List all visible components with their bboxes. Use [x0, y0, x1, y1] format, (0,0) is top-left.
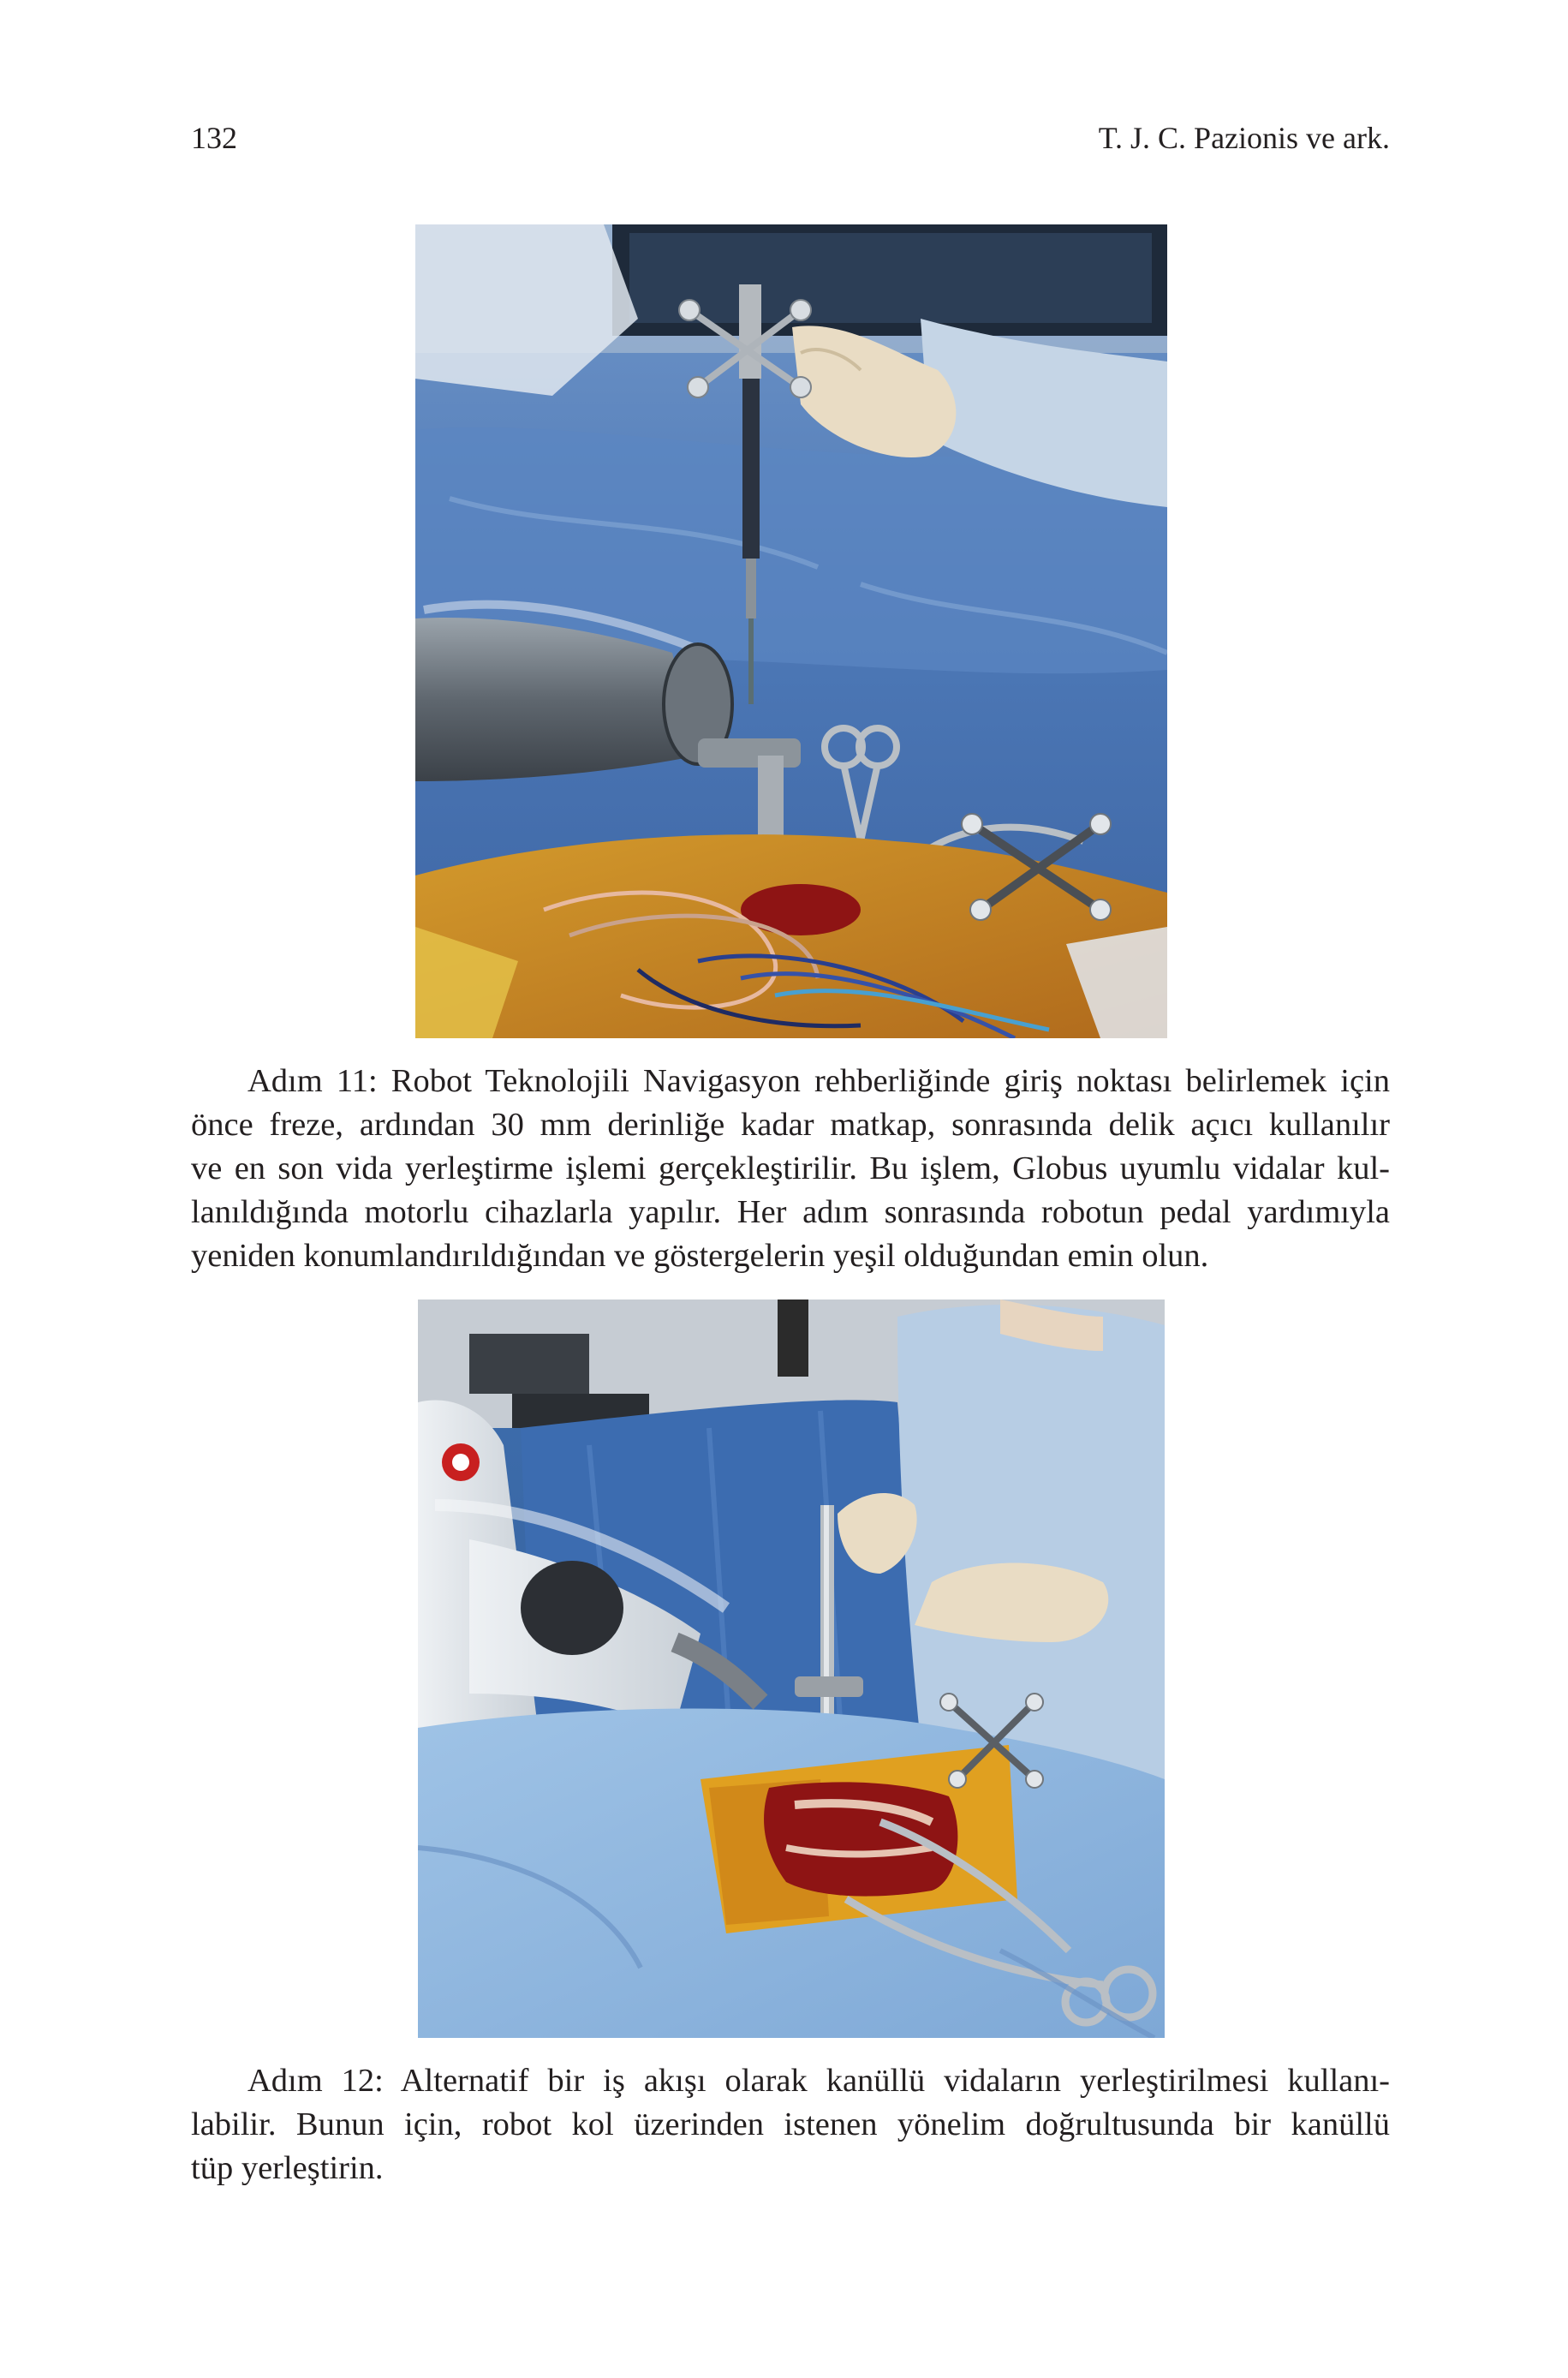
surgical-photo-2 — [418, 1300, 1165, 2038]
text-line: önce freze, ardından 30 mm derinliğe kadar matkap, sonrasında delik açıcı kullanılır — [191, 1107, 1390, 1143]
running-head: T. J. C. Pazionis ve ark. — [1098, 121, 1390, 155]
page-number: 132 — [191, 121, 237, 155]
step-11-paragraph — [191, 1060, 1390, 1278]
text-line: lanıldığında motorlu cihazlarla yapılır. Her adım sonrasında robotun pedal yardımıyla — [191, 1194, 1390, 1230]
text-line: Adım 12: Alternatif bir iş akışı olarak kanüllü vidaların yerleştirilmesi kullanı- — [247, 2063, 1390, 2099]
text-line: yeniden konumlandırıldığından ve göstergelerin yeşil olduğundan emin olun. — [191, 1238, 1209, 1274]
surgical-photo-2-illustration — [418, 1300, 1165, 2038]
surgical-photo-1-illustration — [415, 224, 1167, 1038]
step-12-paragraph — [191, 2059, 1390, 2190]
page-header — [191, 120, 1390, 163]
text-line: tüp yerleştirin. — [191, 2150, 384, 2186]
surgical-photo-1 — [415, 224, 1167, 1038]
text-line: ve en son vida yerleştirme işlemi gerçekleştirilir. Bu işlem, Globus uyumlu vidalar kul- — [191, 1150, 1390, 1186]
text-line: labilir. Bunun için, robot kol üzerinden istenen yönelim doğrultusunda bir kanüllü — [191, 2106, 1390, 2142]
text-line: Adım 11: Robot Teknolojili Navigasyon rehberliğinde giriş noktası belirlemek için — [247, 1063, 1390, 1099]
